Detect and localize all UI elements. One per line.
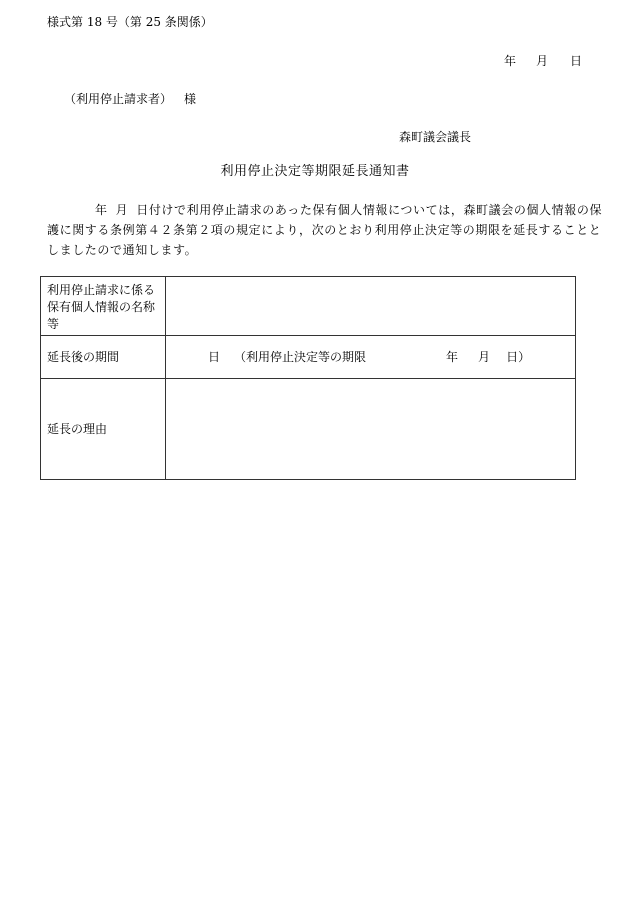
document-title: 利用停止決定等期限延長通知書 [220,164,410,179]
body-line-1 [47,200,603,220]
extended-period-value[interactable] [166,336,576,379]
info-name-value[interactable] [166,277,576,336]
period-month: 月 [478,349,491,364]
extension-reason-label: 延長の理由 [41,379,166,480]
period-deadline-label: （利用停止決定等の期限 [234,349,367,364]
addressee-name: （利用停止請求者） [64,92,173,106]
table-row [41,379,576,480]
period-day-unit: 日 [208,349,221,364]
period-day-close: 日） [506,349,531,364]
info-name-label: 利用停止請求に係る保有個人情報の名称等 [41,277,166,336]
addressee [64,91,196,107]
date-month: 月 [536,54,549,68]
extension-reason-value[interactable] [166,379,576,480]
table-row [41,336,576,379]
form-number: 様式第 18 号（第 25 条関係） [47,15,213,29]
addressee-honorific: 様 [184,92,197,106]
details-table [40,276,576,480]
body-line-3: しましたので通知します。 [47,243,198,257]
issue-date [504,53,582,69]
extended-period-label: 延長後の期間 [41,336,166,379]
period-year: 年 [446,349,459,364]
body-line-2: 護に関する条例第４２条第２項の規定により，次のとおり利用停止決定等の期限を延長することと [47,223,602,237]
body-year: 年 [95,203,108,217]
sender: 森町議会議長 [399,130,472,144]
notice-body [47,200,603,260]
body-line-1-text: 日付けで利用停止請求のあった保有個人情報については，森町議会の個人情報の保 [136,203,603,217]
date-year: 年 [504,54,517,68]
date-day: 日 [570,54,583,68]
table-row [41,277,576,336]
body-month: 月 [115,203,129,217]
